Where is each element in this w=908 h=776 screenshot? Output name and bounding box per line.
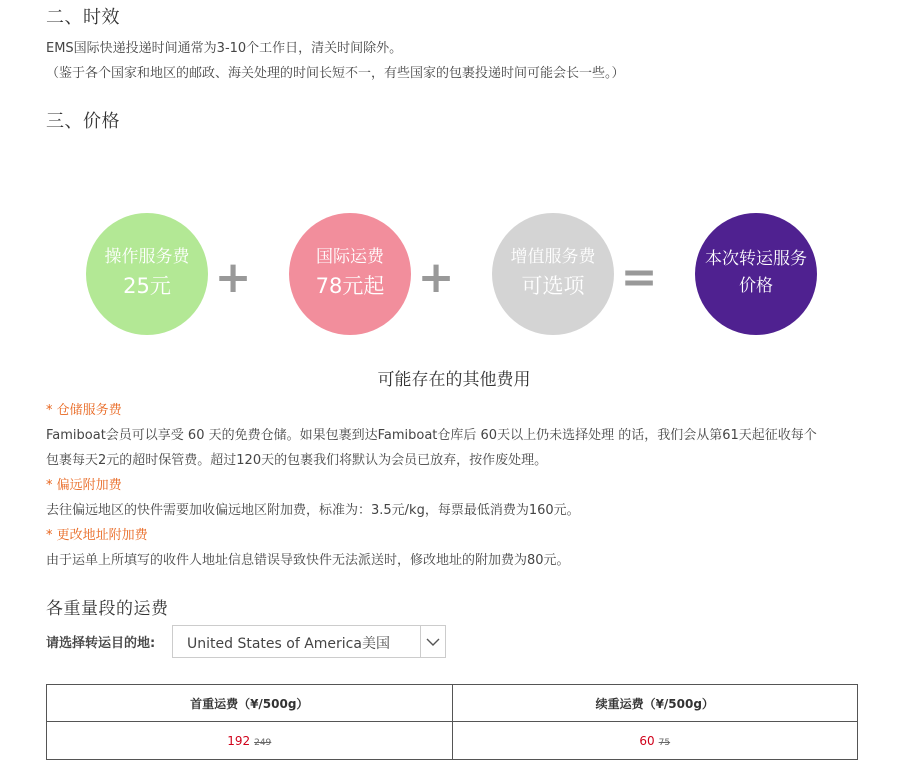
value-added-fee-circle <box>492 213 614 335</box>
address-change-fee-text: 由于运单上所填写的收件人地址信息错误导致快件无法派送时，修改地址的附加费为80元。 <box>46 553 570 568</box>
storage-fee-text-2: 包裹每天2元的超时保管费。超过120天的包裹我们将默认为会员已放弃，按作废处理。 <box>46 453 548 468</box>
destination-select-value: United States of America美国 <box>187 636 390 652</box>
total-price-label: 本次转运服务 <box>705 249 807 269</box>
rates-heading: 各重量段的运费 <box>46 599 169 619</box>
first-weight-price: 192 <box>227 733 251 748</box>
operation-fee-label: 操作服务费 <box>104 247 190 267</box>
additional-weight-price: 60 <box>639 733 655 748</box>
remote-fee-text: 去往偏远地区的快件需要加收偏远地区附加费，标准为：3.5元/kg，每票最低消费为160元。 <box>46 503 580 518</box>
equals-operator: = <box>620 252 658 303</box>
value-added-fee-label: 增值服务费 <box>510 247 596 267</box>
first-weight-original-price: 249 <box>254 737 272 748</box>
section-heading-timing: 二、时效 <box>46 7 120 28</box>
remote-fee-label: * 偏远附加费 <box>46 478 122 493</box>
additional-weight-cell <box>452 722 858 760</box>
rates-table-header-row <box>47 685 858 722</box>
storage-fee-label: * 仓储服务费 <box>46 403 122 418</box>
plus-operator: + <box>417 252 455 303</box>
timing-line-2: （鉴于各个国家和地区的邮政、海关处理的时间长短不一，有些国家的包裹投递时间可能会长一些。） <box>46 66 625 81</box>
operation-fee-circle <box>86 213 208 335</box>
first-weight-cell <box>47 722 453 760</box>
table-row <box>47 722 858 760</box>
destination-select-label: 请选择转运目的地: <box>46 636 156 651</box>
first-weight-header: 首重运费（¥/500g） <box>47 685 453 722</box>
other-fees-title: 可能存在的其他费用 <box>377 370 531 390</box>
international-shipping-label: 国际运费 <box>316 247 384 267</box>
additional-weight-header: 续重运费（¥/500g） <box>452 685 858 722</box>
additional-weight-original-price: 75 <box>658 737 671 748</box>
operation-fee-value: 25元 <box>123 274 171 298</box>
destination-select[interactable] <box>172 625 446 658</box>
international-shipping-value: 78元起 <box>315 274 385 298</box>
address-change-fee-label: * 更改地址附加费 <box>46 528 148 543</box>
section-heading-price: 三、价格 <box>46 111 120 132</box>
chevron-down-icon[interactable] <box>420 626 445 657</box>
rates-table <box>46 684 858 760</box>
total-price-circle <box>695 213 817 335</box>
total-price-value: 价格 <box>739 276 773 296</box>
value-added-fee-value: 可选项 <box>521 274 585 298</box>
plus-operator: + <box>214 252 252 303</box>
storage-fee-text-1: Famiboat会员可以享受 60 天的免费仓储。如果包裹到达Famiboat仓库后 60天以上仍未选择处理 的话，我们会从第61天起征收每个 <box>46 428 817 443</box>
international-shipping-circle <box>289 213 411 335</box>
timing-line-1: EMS国际快递投递时间通常为3-10个工作日，清关时间除外。 <box>46 41 403 56</box>
